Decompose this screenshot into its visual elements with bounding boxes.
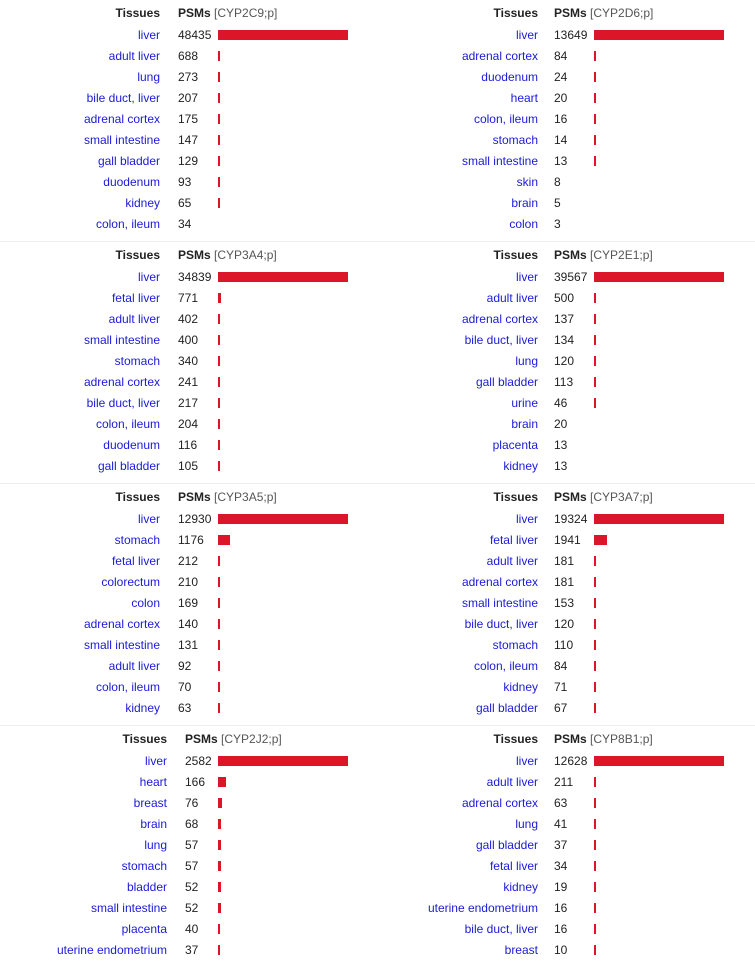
psm-value: 52 — [185, 880, 199, 894]
psm-bar — [594, 598, 596, 608]
psm-bar — [218, 335, 220, 345]
tissue-link[interactable]: placenta — [121, 922, 167, 936]
psm-value: 113 — [554, 375, 574, 389]
psm-bar — [594, 314, 596, 324]
psm-bar — [218, 577, 220, 587]
tissue-link[interactable]: skin — [516, 175, 538, 189]
tissue-link[interactable]: gall bladder — [475, 701, 538, 715]
psm-value: 39567 — [554, 270, 588, 284]
psms-header — [554, 6, 653, 20]
psm-bar — [218, 945, 220, 955]
psm-value: 181 — [554, 554, 575, 568]
tissue-link[interactable]: colon, ileum — [95, 680, 160, 694]
psm-value: 24 — [554, 70, 568, 84]
psm-bar — [594, 861, 596, 871]
tissue-link[interactable]: adult liver — [486, 554, 538, 568]
tissue-link[interactable]: bile duct, liver — [464, 922, 538, 936]
psm-value: 120 — [554, 354, 575, 368]
psm-bar — [594, 819, 596, 829]
psm-value: 169 — [178, 596, 199, 610]
psm-value: 3 — [554, 217, 561, 231]
psm-bar — [594, 661, 596, 671]
tissue-link[interactable]: kidney — [125, 701, 160, 715]
psms-header — [178, 6, 277, 20]
psm-bar — [218, 135, 220, 145]
psm-value: 93 — [178, 175, 192, 189]
tissue-link[interactable]: liver — [515, 270, 538, 284]
tissue-link[interactable]: gall bladder — [475, 375, 538, 389]
tissue-link[interactable]: small intestine — [461, 154, 538, 168]
tissue-link[interactable]: uterine endometrium — [427, 901, 538, 915]
tissue-link[interactable]: heart — [510, 91, 538, 105]
tissue-link[interactable]: gall bladder — [97, 154, 160, 168]
tissues-header: Tissues — [115, 490, 160, 504]
tissue-link[interactable]: adrenal cortex — [461, 575, 538, 589]
psms-label: PSMs — [185, 732, 218, 746]
psm-bar — [594, 777, 596, 787]
psm-value: 41 — [554, 817, 568, 831]
tissue-link[interactable]: bile duct, liver — [86, 91, 160, 105]
tissue-link[interactable]: bile duct, liver — [86, 396, 160, 410]
psm-bar — [218, 177, 220, 187]
psm-value: 8 — [554, 175, 561, 189]
psm-value: 166 — [185, 775, 206, 789]
tissue-link[interactable]: colon, ileum — [473, 659, 538, 673]
psms-label: PSMs — [554, 6, 587, 20]
tissue-link[interactable]: liver — [137, 270, 160, 284]
psm-panel — [378, 242, 748, 472]
psm-bar — [594, 156, 596, 166]
psm-value: 10 — [554, 943, 568, 957]
psm-value: 68 — [185, 817, 199, 831]
psm-value: 52 — [185, 901, 199, 915]
tissue-link[interactable]: colon — [131, 596, 160, 610]
tissue-link[interactable]: kidney — [503, 880, 538, 894]
tissue-link[interactable]: liver — [137, 512, 160, 526]
psm-bar — [218, 293, 221, 303]
psm-bar — [594, 398, 596, 408]
psms-label: PSMs — [554, 732, 587, 746]
psm-bar — [218, 419, 220, 429]
psm-bar — [218, 398, 220, 408]
psm-value: 19324 — [554, 512, 588, 526]
psm-value: 1176 — [178, 533, 204, 547]
psms-label: PSMs — [178, 490, 211, 504]
psm-value: 84 — [554, 49, 568, 63]
psm-value: 37 — [554, 838, 568, 852]
tissue-link[interactable]: colon — [509, 217, 538, 231]
psm-bar — [218, 777, 226, 787]
psm-panel — [378, 726, 748, 956]
psm-value: 65 — [178, 196, 192, 210]
psm-value: 688 — [178, 49, 199, 63]
tissue-link[interactable]: fetal liver — [489, 859, 538, 873]
tissue-link[interactable]: liver — [515, 28, 538, 42]
gene-label: [CYP3A4;p] — [210, 248, 277, 262]
psm-value: 134 — [554, 333, 575, 347]
psm-bar — [594, 556, 596, 566]
psm-value: 92 — [178, 659, 192, 673]
psm-value: 116 — [178, 438, 198, 452]
psm-bar — [218, 30, 348, 40]
psms-header — [554, 732, 653, 746]
psm-value: 212 — [178, 554, 199, 568]
tissues-header: Tissues — [493, 248, 538, 262]
tissue-link[interactable]: kidney — [125, 196, 160, 210]
tissue-link[interactable]: adrenal cortex — [461, 49, 538, 63]
psm-value: 71 — [554, 680, 568, 694]
psm-bar — [218, 640, 220, 650]
psm-value: 34 — [178, 217, 192, 231]
psm-panel — [0, 0, 370, 230]
tissues-header: Tissues — [115, 6, 160, 20]
psm-value: 67 — [554, 701, 568, 715]
psm-value: 129 — [178, 154, 199, 168]
psm-panel — [0, 726, 370, 956]
psm-value: 211 — [554, 775, 574, 789]
tissue-link[interactable]: small intestine — [83, 638, 160, 652]
tissue-link[interactable]: bladder — [126, 880, 167, 894]
psm-value: 57 — [185, 859, 199, 873]
psms-header — [178, 490, 277, 504]
psm-value: 120 — [554, 617, 575, 631]
tissue-link[interactable]: adrenal cortex — [83, 112, 160, 126]
psm-bar — [218, 924, 220, 934]
psm-value: 2582 — [185, 754, 212, 768]
psm-bar — [218, 93, 220, 103]
tissue-link[interactable]: colon, ileum — [95, 217, 160, 231]
tissue-link[interactable]: gall bladder — [97, 459, 160, 473]
tissue-link[interactable]: breast — [504, 943, 538, 957]
psms-label: PSMs — [554, 248, 587, 262]
psm-value: 13 — [554, 154, 568, 168]
tissue-link[interactable]: duodenum — [103, 175, 160, 189]
psm-bar — [218, 198, 220, 208]
psm-value: 57 — [185, 838, 199, 852]
tissue-link[interactable]: colon, ileum — [473, 112, 538, 126]
psm-bar — [218, 556, 220, 566]
psm-value: 12628 — [554, 754, 588, 768]
tissue-link[interactable]: fetal liver — [111, 291, 160, 305]
tissue-link[interactable]: liver — [515, 512, 538, 526]
psm-value: 20 — [554, 91, 568, 105]
gene-label: [CYP2D6;p] — [586, 6, 654, 20]
tissue-link[interactable]: adrenal cortex — [461, 312, 538, 326]
psm-value: 19 — [554, 880, 568, 894]
tissue-link[interactable]: stomach — [114, 354, 160, 368]
tissue-link[interactable]: fetal liver — [489, 533, 538, 547]
psm-bar — [594, 882, 596, 892]
psm-bar — [594, 756, 724, 766]
psm-bar — [594, 272, 724, 282]
psm-value: 84 — [554, 659, 568, 673]
psm-value: 12930 — [178, 512, 212, 526]
psm-bar — [218, 440, 220, 450]
tissue-link[interactable]: liver — [137, 28, 160, 42]
gene-label: [CYP2E1;p] — [586, 248, 653, 262]
psm-bar — [594, 72, 596, 82]
psm-value: 105 — [178, 459, 199, 473]
psm-panel — [0, 484, 370, 714]
psm-bar — [218, 51, 220, 61]
tissue-link[interactable]: adrenal cortex — [83, 617, 160, 631]
psm-value: 40 — [185, 922, 199, 936]
psm-value: 63 — [178, 701, 192, 715]
psms-header — [554, 248, 653, 262]
tissue-link[interactable]: stomach — [492, 638, 538, 652]
psm-value: 153 — [554, 596, 575, 610]
psm-bar — [218, 514, 348, 524]
psm-bar — [594, 135, 596, 145]
tissues-header: Tissues — [493, 490, 538, 504]
tissue-link[interactable]: lung — [144, 838, 167, 852]
tissue-link[interactable]: stomach — [114, 533, 160, 547]
psm-bar — [594, 30, 724, 40]
psm-value: 20 — [554, 417, 568, 431]
tissue-link[interactable]: kidney — [503, 459, 538, 473]
psm-value: 340 — [178, 354, 199, 368]
tissue-link[interactable]: adult liver — [486, 291, 538, 305]
psm-bar — [218, 682, 220, 692]
tissue-link[interactable]: bile duct, liver — [464, 333, 538, 347]
psm-bar — [218, 377, 220, 387]
psm-value: 771 — [178, 291, 199, 305]
psm-bar — [594, 335, 596, 345]
psm-bar — [594, 514, 724, 524]
psm-bar — [218, 272, 348, 282]
gene-label: [CYP3A7;p] — [586, 490, 653, 504]
psm-bar — [218, 114, 220, 124]
psm-bar — [594, 51, 596, 61]
psm-value: 14 — [554, 133, 568, 147]
psm-bar — [218, 756, 348, 766]
psm-bar — [594, 924, 596, 934]
psm-value: 5 — [554, 196, 561, 210]
psm-bar — [218, 903, 221, 913]
psm-value: 500 — [554, 291, 575, 305]
psm-bar — [218, 72, 220, 82]
tissue-link[interactable]: bile duct, liver — [464, 617, 538, 631]
psm-bar — [594, 356, 596, 366]
psm-bar — [594, 114, 596, 124]
psm-value: 70 — [178, 680, 192, 694]
psm-value: 137 — [554, 312, 575, 326]
psm-value: 241 — [178, 375, 199, 389]
psm-bar — [594, 703, 596, 713]
psm-value: 210 — [178, 575, 199, 589]
tissues-header: Tissues — [493, 732, 538, 746]
psm-bar — [218, 156, 220, 166]
tissue-link[interactable]: gall bladder — [475, 838, 538, 852]
tissue-link[interactable]: adrenal cortex — [461, 796, 538, 810]
psm-panel — [378, 484, 748, 714]
tissue-link[interactable]: small intestine — [90, 901, 167, 915]
tissue-link[interactable]: liver — [515, 754, 538, 768]
tissue-link[interactable]: lung — [515, 354, 538, 368]
psm-value: 273 — [178, 70, 199, 84]
psm-value: 13649 — [554, 28, 588, 42]
tissue-link[interactable]: brain — [511, 417, 538, 431]
tissue-link[interactable]: uterine endometrium — [56, 943, 167, 957]
psm-bar — [218, 882, 221, 892]
psm-value: 1941 — [554, 533, 581, 547]
psm-bar — [218, 535, 230, 545]
psm-value: 34839 — [178, 270, 212, 284]
psm-bar — [594, 798, 596, 808]
psms-header — [178, 248, 277, 262]
psm-value: 402 — [178, 312, 199, 326]
tissue-link[interactable]: colon, ileum — [95, 417, 160, 431]
psm-value: 34 — [554, 859, 568, 873]
psm-value: 16 — [554, 901, 568, 915]
psm-bar — [594, 619, 596, 629]
psm-bar — [594, 840, 596, 850]
tissue-link[interactable]: placenta — [492, 438, 538, 452]
psm-bar — [218, 661, 220, 671]
psm-value: 63 — [554, 796, 568, 810]
psm-bar — [218, 819, 221, 829]
tissues-header: Tissues — [115, 248, 160, 262]
psm-bar — [218, 314, 220, 324]
psm-bar — [594, 535, 607, 545]
psm-value: 13 — [554, 459, 568, 473]
psm-value: 76 — [185, 796, 199, 810]
psm-value: 140 — [178, 617, 199, 631]
tissue-link[interactable]: brain — [511, 196, 538, 210]
psm-value: 110 — [554, 638, 574, 652]
tissue-link[interactable]: fetal liver — [111, 554, 160, 568]
psm-bar — [594, 377, 596, 387]
tissue-link[interactable]: adrenal cortex — [83, 375, 160, 389]
tissues-header: Tissues — [493, 6, 538, 20]
psm-value: 46 — [554, 396, 568, 410]
psm-bar — [218, 798, 222, 808]
tissue-link[interactable]: small intestine — [461, 596, 538, 610]
tissue-link[interactable]: brain — [140, 817, 167, 831]
psm-panel — [0, 242, 370, 472]
tissue-link[interactable]: duodenum — [481, 70, 538, 84]
tissue-link[interactable]: breast — [133, 796, 167, 810]
psm-bar — [218, 356, 220, 366]
tissues-header: Tissues — [122, 732, 167, 746]
gene-label: [CYP2C9;p] — [210, 6, 278, 20]
tissue-link[interactable]: duodenum — [103, 438, 160, 452]
psm-bar — [218, 703, 220, 713]
tissue-link[interactable]: colorectum — [101, 575, 160, 589]
psm-bar — [218, 461, 220, 471]
gene-label: [CYP2J2;p] — [217, 732, 282, 746]
psm-value: 13 — [554, 438, 568, 452]
psm-value: 131 — [178, 638, 199, 652]
psm-bar — [594, 293, 596, 303]
psms-header — [185, 732, 282, 746]
psms-label: PSMs — [178, 248, 211, 262]
tissue-link[interactable]: lung — [137, 70, 160, 84]
psm-value: 207 — [178, 91, 199, 105]
tissue-link[interactable]: heart — [139, 775, 167, 789]
psm-value: 48435 — [178, 28, 212, 42]
psm-value: 16 — [554, 922, 568, 936]
tissue-link[interactable]: adult liver — [486, 775, 538, 789]
psm-bar — [218, 619, 220, 629]
psm-bar — [594, 640, 596, 650]
psm-bar — [594, 577, 596, 587]
psm-value: 147 — [178, 133, 199, 147]
tissue-link[interactable]: adult liver — [108, 312, 160, 326]
tissue-link[interactable]: adult liver — [108, 659, 160, 673]
psm-value: 204 — [178, 417, 199, 431]
tissue-link[interactable]: adult liver — [108, 49, 160, 63]
psm-bar — [594, 945, 596, 955]
psm-value: 400 — [178, 333, 199, 347]
tissue-link[interactable]: small intestine — [83, 333, 160, 347]
gene-label: [CYP8B1;p] — [586, 732, 653, 746]
psm-value: 181 — [554, 575, 575, 589]
psm-bar — [218, 840, 221, 850]
psm-value: 175 — [178, 112, 199, 126]
gene-label: [CYP3A5;p] — [210, 490, 277, 504]
tissue-link[interactable]: kidney — [503, 680, 538, 694]
tissue-link[interactable]: stomach — [121, 859, 167, 873]
tissue-link[interactable]: liver — [144, 754, 167, 768]
psm-bar — [594, 903, 596, 913]
psm-value: 37 — [185, 943, 199, 957]
psm-bar — [218, 861, 221, 871]
psms-header — [554, 490, 653, 504]
psm-value: 16 — [554, 112, 568, 126]
tissue-link[interactable]: urine — [511, 396, 538, 410]
psm-panel — [378, 0, 748, 230]
psm-value: 217 — [178, 396, 199, 410]
psm-bar — [218, 598, 220, 608]
psms-label: PSMs — [554, 490, 587, 504]
psm-bar — [594, 682, 596, 692]
tissue-link[interactable]: stomach — [492, 133, 538, 147]
psm-bar — [594, 93, 596, 103]
tissue-link[interactable]: small intestine — [83, 133, 160, 147]
tissue-link[interactable]: lung — [515, 817, 538, 831]
psms-label: PSMs — [178, 6, 211, 20]
